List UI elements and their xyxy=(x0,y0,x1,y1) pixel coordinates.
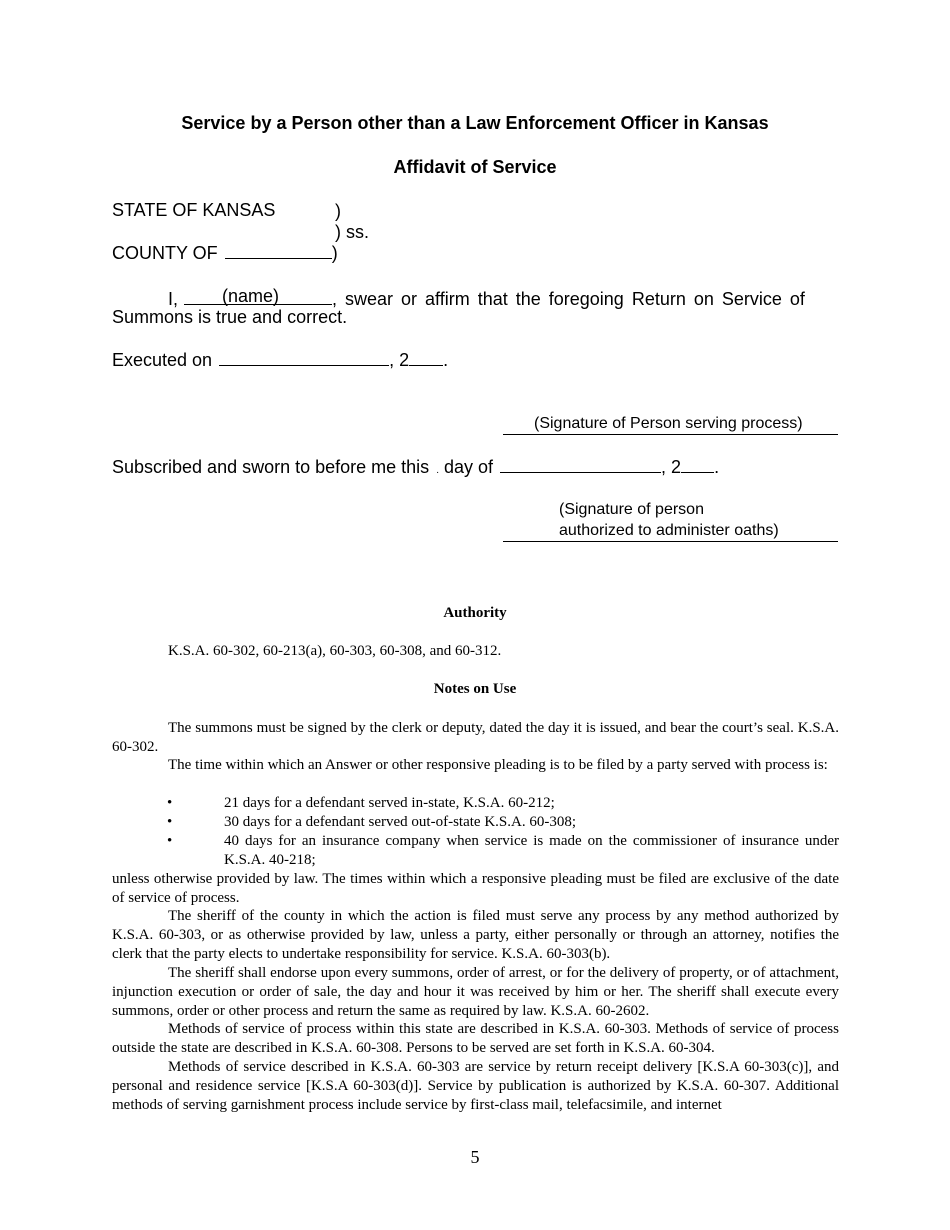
bullet-marker: • xyxy=(167,795,173,811)
subscribed-dot: . xyxy=(436,465,439,476)
county-label: COUNTY OF xyxy=(112,243,218,263)
affidavit-prefix: I, xyxy=(168,289,179,309)
oaths-signature-line1: (Signature of person xyxy=(559,501,704,518)
executed-end: . xyxy=(443,350,449,370)
oaths-signature-line[interactable] xyxy=(503,521,838,542)
notes-paragraph-7: Methods of service described in K.S.A. 60-303 are service by return receipt delivery [K.S.A 60-303(c)], and personal and residence service [K.S.A 60-303(d)]. Service by publication is authorized by K.S.A. 60-307. Additional methods of serving garnishment process include service by first-class mail, telefacsimile, and internet xyxy=(112,1059,839,1113)
notes-heading: Notes on Use xyxy=(433,681,517,697)
executed-line xyxy=(112,350,448,371)
bullet-text: 30 days for a defendant served out-of-state K.S.A. 60-308; xyxy=(224,814,576,830)
bullet-text: 21 days for a defendant served in-state, K.S.A. 60-212; xyxy=(224,795,555,811)
subscribed-label: Subscribed and sworn to before me this xyxy=(112,457,430,477)
notes-paragraph-5: The sheriff shall endorse upon every summons, order of arrest, or for the delivery of property, or of attachment, injunction execution or order of sale, the day and hour it was received by him or her. The sheriff shall execute every summons, order or other process and return the same as required by law. K.S.A. 60-2602. xyxy=(112,965,839,1019)
name-placeholder: (name) xyxy=(222,286,280,306)
server-signature-line[interactable] xyxy=(503,414,838,435)
authority-heading: Authority xyxy=(443,605,507,621)
bullet-marker: • xyxy=(167,833,173,849)
server-signature-label: (Signature of Person serving process) xyxy=(534,415,803,432)
caption-paren-top: ) xyxy=(335,201,341,221)
executed-year-blank[interactable] xyxy=(409,350,443,366)
affidavit-text-line1: , swear or affirm that the foregoing Return on Service of xyxy=(332,289,805,309)
subscribed-year-prefix: , 2 xyxy=(661,457,682,477)
caption-ss: ) ss. xyxy=(335,222,369,242)
subscribed-line xyxy=(112,457,719,478)
bullet-text: 40 days for an insurance company when service is made on the commissioner of insurance under K.S.A. 40-218; xyxy=(224,833,839,868)
name-blank[interactable] xyxy=(184,286,332,305)
subscribed-end: . xyxy=(714,457,720,477)
county-line xyxy=(112,243,338,264)
affidavit-text xyxy=(332,289,839,310)
notes-paragraph-6: Methods of service of process within this state are described in K.S.A. 60-303. Methods of service of process outside the state are described in K.S.A. 60-308. Persons to be served are set forth in K.S.A. 60-304. xyxy=(112,1021,839,1056)
caption-paren-bottom: ) xyxy=(331,243,338,263)
notes-paragraph-4: The sheriff of the county in which the action is filed must serve any process by any method authorized by K.S.A. 60-303, or as otherwise provided by law, unless a party, either personally or through an attorney, notifies the clerk that the party elects to undertake responsibility for service. K.S.A. 60-303(b). xyxy=(112,908,839,962)
executed-label: Executed on xyxy=(112,350,213,370)
document-title: Service by a Person other than a Law Enforcement Officer in Kansas xyxy=(181,113,769,133)
executed-year-prefix: , 2 xyxy=(389,350,410,370)
notes-paragraph-3: unless otherwise provided by law. The times within which a responsive pleading must be filed are exclusive of the date of service of process. xyxy=(112,871,839,906)
oaths-signature-line2: authorized to administer oaths) xyxy=(559,522,779,539)
notes-paragraph-2: The time within which an Answer or other responsive pleading is to be filed by a party served with process is: xyxy=(168,757,828,773)
state-label: STATE OF KANSAS xyxy=(112,200,276,220)
affidavit-line-2: Summons is true and correct. xyxy=(112,307,348,327)
notes-paragraph-1: The summons must be signed by the clerk or deputy, dated the day it is issued, and bear the court’s seal. K.S.A. 60-302. xyxy=(112,720,839,755)
subscribed-day-of: day of xyxy=(443,457,494,477)
bullet-marker: • xyxy=(167,814,173,830)
subscribed-date-blank[interactable] xyxy=(500,457,661,473)
authority-text: K.S.A. 60-302, 60-213(a), 60-303, 60-308, and 60-312. xyxy=(168,643,502,659)
subscribed-year-blank[interactable] xyxy=(681,457,714,473)
executed-date-blank[interactable] xyxy=(219,350,389,366)
document-subtitle: Affidavit of Service xyxy=(393,157,557,177)
county-blank[interactable] xyxy=(225,243,332,259)
page-number: 5 xyxy=(470,1147,480,1167)
